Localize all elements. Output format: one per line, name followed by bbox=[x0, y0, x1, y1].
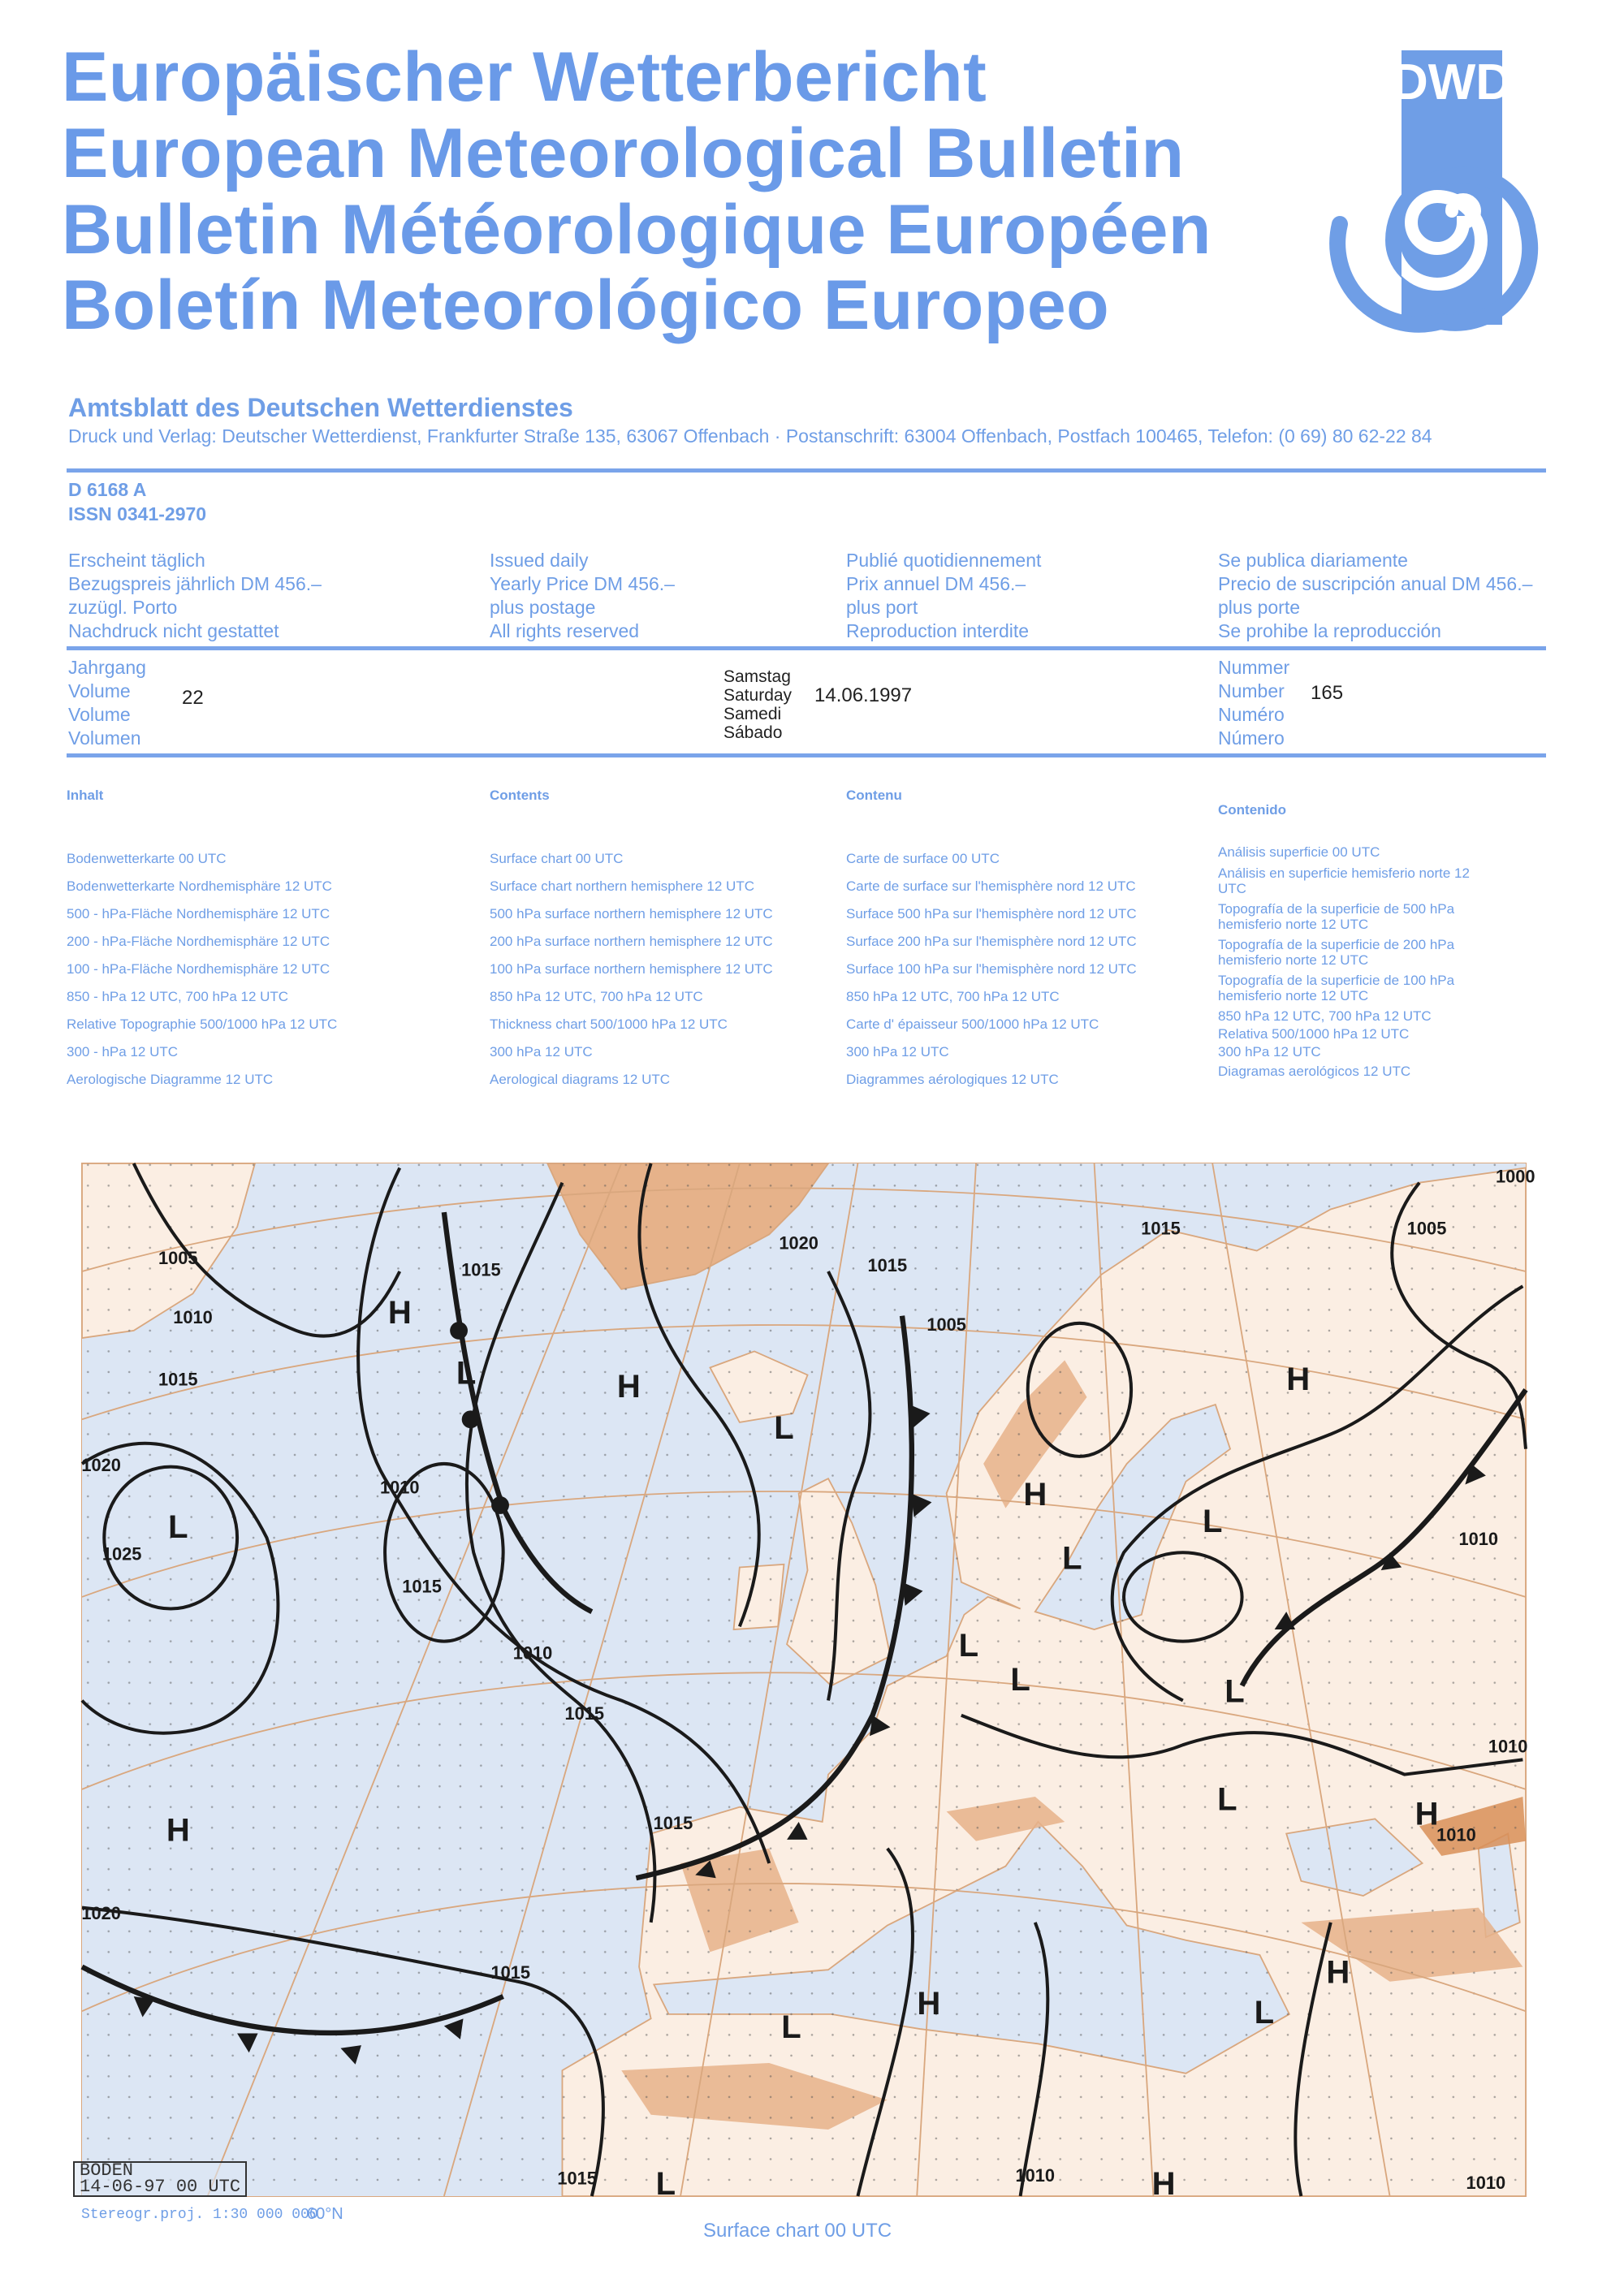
isobar-label: 1010 bbox=[173, 1306, 213, 1327]
weekday-label: Sábado bbox=[723, 723, 783, 742]
stamp-title: BODEN bbox=[80, 2160, 134, 2181]
contents-item: Análisis en superficie hemisferio norte 12 UTC bbox=[1218, 865, 1470, 896]
surface-weather-map bbox=[81, 1163, 1535, 2203]
info-line: Nachdruck nicht gestattet bbox=[68, 620, 279, 641]
contents-item: 300 - hPa 12 UTC bbox=[67, 1044, 179, 1060]
contents-item: 300 hPa 12 UTC bbox=[1218, 1044, 1321, 1060]
number-label: Número bbox=[1218, 727, 1285, 749]
low-pressure-center: L bbox=[456, 1355, 477, 1392]
number-label: Numéro bbox=[1218, 704, 1285, 725]
contents-item: Topografía de la superficie de 200 hPa hemisferio norte 12 UTC bbox=[1218, 937, 1455, 968]
contents-item: 500 hPa surface northern hemisphere 12 UTC bbox=[490, 906, 773, 921]
info-column-en bbox=[490, 549, 675, 643]
isobar-label: 1020 bbox=[779, 1232, 818, 1254]
contents-heading: Inhalt bbox=[67, 788, 104, 803]
issue-date: 14.06.1997 bbox=[814, 684, 913, 706]
info-column-es bbox=[1218, 549, 1532, 643]
contents-item: 100 - hPa-Fläche Nordhemisphäre 12 UTC bbox=[67, 961, 330, 977]
isobar-label: 1015 bbox=[490, 1962, 531, 1983]
contents-heading: Contenido bbox=[1218, 802, 1287, 818]
isobar-label: 1015 bbox=[402, 1576, 442, 1597]
info-line: Se prohibe la reproducción bbox=[1218, 620, 1441, 641]
contents-item: Bodenwetterkarte Nordhemisphäre 12 UTC bbox=[67, 878, 332, 894]
contents-item: Surface chart northern hemisphere 12 UTC bbox=[490, 878, 754, 894]
isobar-label: 1000 bbox=[1495, 1166, 1535, 1187]
info-line: Prix annuel DM 456.– bbox=[846, 573, 1026, 594]
isobar-label: 1005 bbox=[158, 1247, 198, 1268]
weekday-label: Samedi bbox=[723, 705, 782, 723]
info-column-fr bbox=[846, 549, 1041, 643]
low-pressure-center: L bbox=[1010, 1661, 1030, 1698]
low-pressure-center: L bbox=[774, 1409, 794, 1446]
contents-item: Diagramas aerológicos 12 UTC bbox=[1218, 1064, 1411, 1079]
high-pressure-center: H bbox=[1286, 1361, 1311, 1397]
isobar-label: 1005 bbox=[926, 1314, 966, 1335]
map-reference-latitude: 60°N bbox=[307, 2205, 343, 2223]
high-pressure-center: H bbox=[1326, 1954, 1350, 1991]
info-line: Precio de suscripción anual DM 456.– bbox=[1218, 573, 1533, 594]
contents-item: 200 - hPa-Fläche Nordhemisphäre 12 UTC bbox=[67, 934, 330, 949]
contents-item: Surface 200 hPa sur l'hemisphère nord 12 UTC bbox=[846, 934, 1137, 949]
isobar-label: 1010 bbox=[1015, 2164, 1056, 2186]
high-pressure-center: H bbox=[166, 1812, 190, 1849]
contents-item: Carte de surface 00 UTC bbox=[846, 851, 1000, 866]
high-pressure-center: H bbox=[387, 1294, 412, 1331]
isobar-label: 1015 bbox=[867, 1255, 908, 1276]
info-column-de bbox=[68, 549, 322, 643]
volume-label: Volume bbox=[68, 680, 131, 701]
contents-item: 300 hPa 12 UTC bbox=[490, 1044, 593, 1060]
contents-item: Surface chart 00 UTC bbox=[490, 851, 624, 866]
isobar-label: 1015 bbox=[653, 1813, 693, 1834]
info-line: All rights reserved bbox=[490, 620, 640, 641]
volume-value: 22 bbox=[182, 687, 204, 709]
info-line: Issued daily bbox=[490, 550, 589, 571]
info-line: Reproduction interdite bbox=[846, 620, 1030, 641]
contents-item: 100 hPa surface northern hemisphere 12 UTC bbox=[490, 961, 773, 977]
isobar-label: 1020 bbox=[81, 1903, 121, 1924]
low-pressure-center: L bbox=[655, 2166, 676, 2203]
info-line: Yearly Price DM 456.– bbox=[490, 573, 675, 594]
contents-item: 850 - hPa 12 UTC, 700 hPa 12 UTC bbox=[67, 989, 289, 1004]
high-pressure-center: H bbox=[616, 1368, 641, 1405]
isobar-label: 1025 bbox=[102, 1543, 142, 1564]
info-line: plus porte bbox=[1218, 597, 1301, 618]
issue-number: 165 bbox=[1311, 682, 1344, 704]
contents-item: Aerologische Diagramme 12 UTC bbox=[67, 1072, 274, 1087]
contents-item: 500 - hPa-Fläche Nordhemisphäre 12 UTC bbox=[67, 906, 330, 921]
divider bbox=[67, 646, 1546, 650]
issn: ISSN 0341-2970 bbox=[68, 503, 207, 524]
contents-item: Análisis superficie 00 UTC bbox=[1218, 844, 1380, 860]
isobar-label: 1015 bbox=[461, 1259, 501, 1280]
low-pressure-center: L bbox=[958, 1627, 979, 1664]
contents-item: Topografía de la superficie de 500 hPa hemisferio norte 12 UTC bbox=[1218, 901, 1455, 932]
publication-code: D 6168 A bbox=[68, 479, 147, 500]
isobar-label: 1015 bbox=[557, 2168, 597, 2189]
isobar-label: 1010 bbox=[1488, 1736, 1528, 1757]
info-line: zuzügl. Porto bbox=[68, 597, 178, 618]
isobar-label: 1005 bbox=[1406, 1218, 1447, 1239]
isobar-label: 1010 bbox=[379, 1477, 420, 1498]
contents-item: Aerological diagrams 12 UTC bbox=[490, 1072, 671, 1087]
volume-label: Jahrgang bbox=[68, 657, 146, 678]
low-pressure-center: L bbox=[1202, 1503, 1223, 1539]
title-en: European Meteorological Bulletin bbox=[62, 114, 1185, 192]
title-es: Boletín Meteorológico Europeo bbox=[62, 266, 1110, 344]
title-fr: Bulletin Météorologique Européen bbox=[62, 191, 1212, 269]
volume-label: Volumen bbox=[68, 727, 141, 749]
contents-item: Relativa 500/1000 hPa 12 UTC bbox=[1218, 1026, 1410, 1042]
low-pressure-center: L bbox=[168, 1509, 188, 1546]
contents-item: 850 hPa 12 UTC, 700 hPa 12 UTC bbox=[1218, 1008, 1432, 1024]
contents-item: Surface 500 hPa sur l'hemisphère nord 12 UTC bbox=[846, 906, 1137, 921]
info-line: Se publica diariamente bbox=[1218, 550, 1408, 571]
divider bbox=[67, 468, 1546, 473]
divider bbox=[67, 753, 1546, 757]
publisher-address: Druck und Verlag: Deutscher Wetterdienst, Frankfurter Straße 135, 63067 Offenbach · Postanschrift: 63004 Offenbach, Postfach 100465, Telefon: (0 69) 80 62-22 84 bbox=[68, 425, 1432, 447]
svg-text:DWD: DWD bbox=[1391, 54, 1513, 110]
high-pressure-center: H bbox=[1023, 1476, 1047, 1513]
contents-item: 850 hPa 12 UTC, 700 hPa 12 UTC bbox=[846, 989, 1060, 1004]
subtitle: Amtsblatt des Deutschen Wetterdienstes bbox=[68, 393, 573, 422]
low-pressure-center: L bbox=[781, 2009, 801, 2046]
weekday-labels bbox=[723, 667, 792, 742]
contents-item: 300 hPa 12 UTC bbox=[846, 1044, 949, 1060]
info-line: Publié quotidiennement bbox=[846, 550, 1042, 571]
isobar-label: 1020 bbox=[81, 1455, 121, 1476]
high-pressure-center: H bbox=[917, 1985, 941, 2022]
low-pressure-center: L bbox=[1254, 1994, 1275, 2031]
contents-heading: Contenu bbox=[846, 788, 902, 803]
contents-item: Topografía de la superficie de 100 hPa hemisferio norte 12 UTC bbox=[1218, 973, 1455, 1003]
weekday-label: Saturday bbox=[723, 686, 793, 705]
contents-item: Bodenwetterkarte 00 UTC bbox=[67, 851, 227, 866]
contents-item: Thickness chart 500/1000 hPa 12 UTC bbox=[490, 1016, 728, 1032]
dwd-logo bbox=[1315, 41, 1559, 333]
isobar-label: 1015 bbox=[158, 1369, 198, 1390]
high-pressure-center: H bbox=[1151, 2166, 1176, 2203]
low-pressure-center: L bbox=[1217, 1781, 1237, 1818]
isobar-label: 1010 bbox=[1436, 1824, 1476, 1845]
number-label: Number bbox=[1218, 680, 1285, 701]
map-stamp bbox=[73, 2161, 247, 2197]
weekday-label: Samstag bbox=[723, 667, 791, 686]
number-labels bbox=[1218, 656, 1289, 750]
info-line: Bezugspreis jährlich DM 456.– bbox=[68, 573, 322, 594]
isobar-label: 1010 bbox=[512, 1642, 553, 1664]
title-de: Europäischer Wetterbericht bbox=[62, 38, 987, 116]
isobar-label: 1010 bbox=[1458, 1529, 1499, 1550]
contents-item: 200 hPa surface northern hemisphere 12 UTC bbox=[490, 934, 773, 949]
volume-labels bbox=[68, 656, 146, 750]
low-pressure-center: L bbox=[1062, 1540, 1082, 1577]
contents-item: Carte de surface sur l'hemisphère nord 12 UTC bbox=[846, 878, 1136, 894]
isobar-label: 1015 bbox=[564, 1703, 605, 1724]
isobar-label: 1015 bbox=[1141, 1218, 1181, 1239]
map-caption: Surface chart 00 UTC bbox=[703, 2220, 892, 2242]
low-pressure-center: L bbox=[1224, 1673, 1245, 1710]
number-label: Nummer bbox=[1218, 657, 1290, 678]
contents-item: Carte d' épaisseur 500/1000 hPa 12 UTC bbox=[846, 1016, 1099, 1032]
map-projection: Stereogr.proj. 1:30 000 000 bbox=[81, 2207, 318, 2223]
high-pressure-center: H bbox=[1415, 1796, 1439, 1832]
isobar-label: 1010 bbox=[1466, 2172, 1506, 2193]
contents-item: 850 hPa 12 UTC, 700 hPa 12 UTC bbox=[490, 989, 703, 1004]
stamp-time: 14-06-97 00 UTC bbox=[80, 2177, 241, 2197]
info-line: plus port bbox=[846, 597, 918, 618]
contents-item: Surface 100 hPa sur l'hemisphère nord 12 UTC bbox=[846, 961, 1137, 977]
contents-item: Diagrammes aérologiques 12 UTC bbox=[846, 1072, 1059, 1087]
volume-label: Volume bbox=[68, 704, 131, 725]
info-line: Erscheint täglich bbox=[68, 550, 205, 571]
info-line: plus postage bbox=[490, 597, 596, 618]
contents-item: Relative Topographie 500/1000 hPa 12 UTC bbox=[67, 1016, 338, 1032]
contents-heading: Contents bbox=[490, 788, 550, 803]
